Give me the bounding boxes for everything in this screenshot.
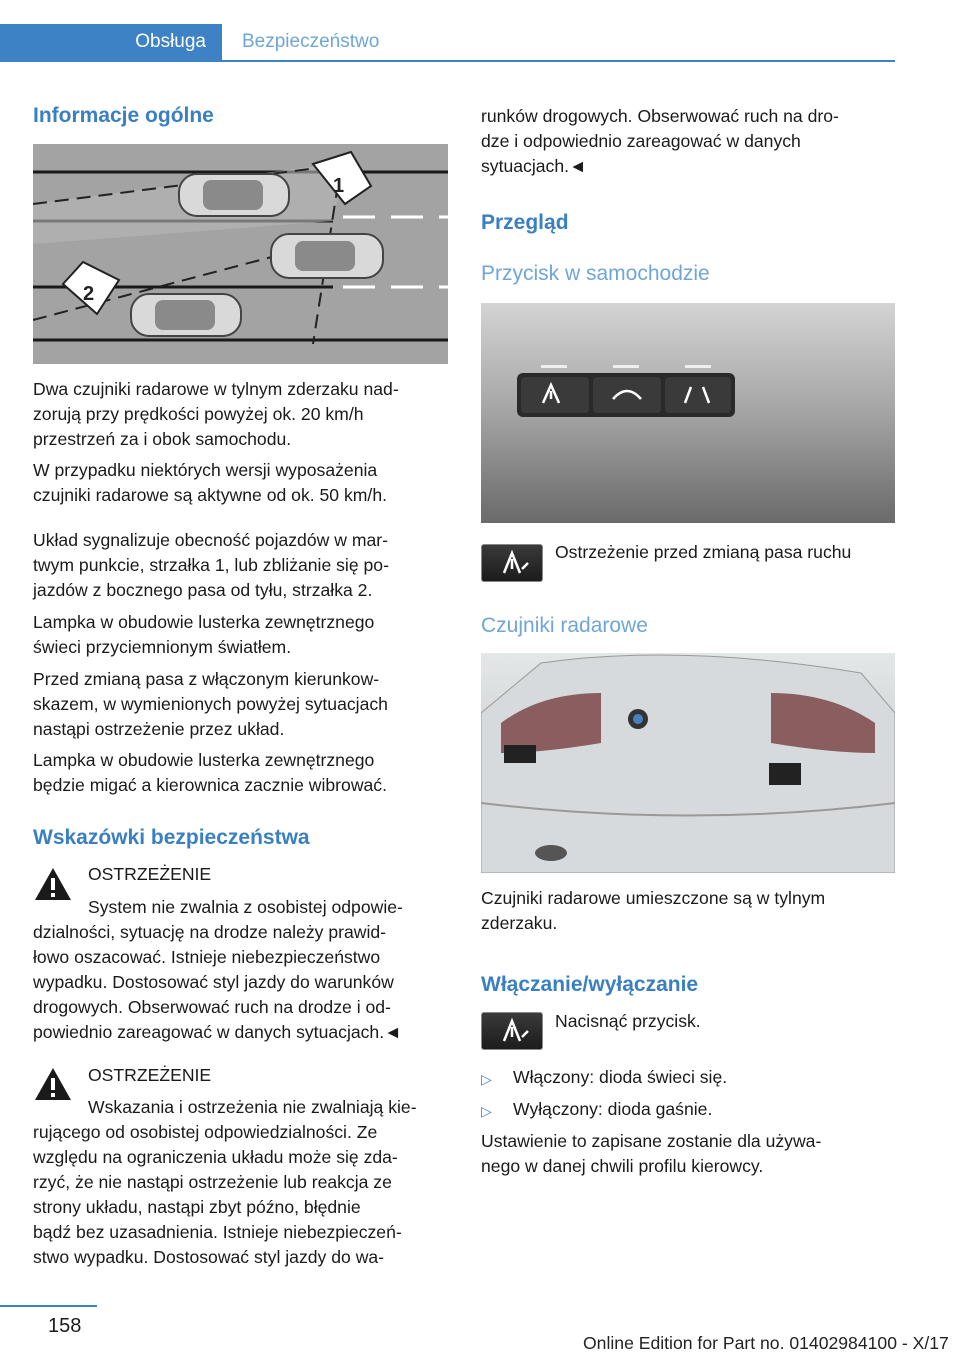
heading-button: Przycisk w samochodzie xyxy=(481,262,710,285)
text-line: nastąpi ostrzeżenie przez układ. xyxy=(33,719,285,739)
lane-change-warning-button-icon xyxy=(481,1012,543,1050)
heading-sensors: Czujniki radarowe xyxy=(481,614,648,637)
car-rear-svg xyxy=(481,653,895,873)
press-button-text: Nacisnąć przycisk. xyxy=(555,1011,701,1031)
sensors-caption xyxy=(481,886,825,936)
text-line: strony układu, nastąpi zbyt późno, błędnie xyxy=(33,1197,361,1217)
text-line: świeci przyciemnionym światłem. xyxy=(33,637,292,657)
button-caption: Ostrzeżenie przed zmianą pasa ruchu xyxy=(555,542,852,562)
blind-spot-diagram xyxy=(33,144,448,364)
page-number: 158 xyxy=(48,1315,82,1337)
text-line: Lampka w obudowie lusterka zewnętrznego xyxy=(33,750,375,770)
tab-label: Obsługa xyxy=(135,31,206,52)
diagram-svg xyxy=(33,144,448,364)
text-line: zorują przy prędkości powyżej ok. 20 km/h xyxy=(33,404,364,424)
final-text xyxy=(481,1129,821,1179)
warning-triangle-icon xyxy=(33,866,73,902)
tab-bezpieczenstwo[interactable] xyxy=(222,24,379,60)
text-line: runków drogowych. Obserwować ruch na dro‐ xyxy=(481,106,839,126)
lane-change-icon xyxy=(482,545,542,581)
text-line: zderzaku. xyxy=(481,913,558,933)
heading-onoff: Włączanie/wyłączanie xyxy=(481,973,699,996)
warning-1-title: OSTRZEŻENIE xyxy=(88,864,212,884)
para-5 xyxy=(33,667,388,742)
header-tabs xyxy=(0,24,379,60)
warning-1-body xyxy=(33,920,402,1045)
text-line: rującego od osobistej odpowiedzialności. Ze xyxy=(33,1122,378,1142)
car-3 xyxy=(131,294,241,336)
text-line: Lampka w obudowie lusterka zewnętrznego xyxy=(33,612,375,632)
text-line: bądź bez uzasadnienia. Istnieje niebezpieczeń‐ xyxy=(33,1222,402,1242)
warning-2-title: OSTRZEŻENIE xyxy=(88,1065,212,1085)
text-line: dze i odpowiednio zareagować w danych xyxy=(481,131,801,151)
tab-obsluga[interactable] xyxy=(0,24,222,60)
bullet-icon: ▷ xyxy=(481,1103,492,1119)
text-line: sytuacjach.◄ xyxy=(481,156,587,176)
bullet-item-on: Włączony: dioda świeci się. xyxy=(513,1067,728,1087)
text-line: skazem, w wymienionych powyżej sytuacjach xyxy=(33,694,388,714)
header-rule xyxy=(0,60,895,62)
arrow-2-label: 2 xyxy=(83,283,95,305)
text-line: łowo oszacować. Istnieje niebezpieczeństwo xyxy=(33,947,381,967)
text-line: Ustawienie to zapisane zostanie dla używa‐ xyxy=(481,1131,822,1151)
arrow-1-label: 1 xyxy=(333,175,345,197)
text-line: będzie migać a kierownica zacznie wibrować. xyxy=(33,775,387,795)
warning-2-line-0: Wskazania i ostrzeżenia nie zwalniają kie‐ xyxy=(88,1097,417,1117)
text-line: czujniki radarowe są aktywne od ok. 50 km/h. xyxy=(33,485,387,505)
para-4 xyxy=(33,610,374,660)
text-line: Przed zmianą pasa z włączonym kierunkow‐ xyxy=(33,669,380,689)
car-rear-photo xyxy=(481,653,895,873)
lane-change-warning-button-icon xyxy=(481,544,543,582)
para-1 xyxy=(33,377,399,452)
button-panel-photo xyxy=(481,303,895,523)
text-line: przestrzeń za i obok samochodu. xyxy=(33,429,292,449)
text-line: jazdów z bocznego pasa od tyłu, strzałka 2. xyxy=(33,580,373,600)
text-line: wypadku. Dostosować styl jazdy do warunków xyxy=(33,972,394,992)
text-line: Czujniki radarowe umieszczone są w tylnym xyxy=(481,888,826,908)
para-3 xyxy=(33,528,389,603)
text-line: W przypadku niektórych wersji wyposażenia xyxy=(33,460,378,480)
heading-overview: Przegląd xyxy=(481,211,569,234)
text-line: twym punkcie, strzałka 1, lub zbliżanie się po‐ xyxy=(33,555,389,575)
text-line: rzyć, że nie nastąpi ostrzeżenie lub reakcja ze xyxy=(33,1172,392,1192)
warning-triangle-icon xyxy=(33,1066,73,1102)
para-6 xyxy=(33,748,387,798)
text-line: powiednio zareagować w danych sytuacjach.◄ xyxy=(33,1022,402,1042)
text-line: Dwa czujniki radarowe w tylnym zderzaku nad‐ xyxy=(33,379,399,399)
text-line: dzialności, sytuację na drodze należy prawid‐ xyxy=(33,922,387,942)
tab-label: Bezpieczeństwo xyxy=(242,31,380,52)
footer-rule xyxy=(0,1305,97,1307)
text-line: względu na ograniczenia układu może się zda‐ xyxy=(33,1147,398,1167)
lane-change-icon xyxy=(482,1013,542,1049)
continued-text xyxy=(481,104,839,179)
edition-note: Online Edition for Part no. 01402984100 - X/17 xyxy=(583,1333,949,1353)
text-line: drogowych. Obserwować ruch na drodze i od‐ xyxy=(33,997,391,1017)
text-line: stwo wypadku. Dostosować styl jazdy do wa‐ xyxy=(33,1247,385,1267)
para-2 xyxy=(33,458,387,508)
text-line: Układ sygnalizuje obecność pojazdów w mar‐ xyxy=(33,530,388,550)
car-2 xyxy=(271,234,383,278)
warning-1-line-0: System nie zwalnia z osobistej odpowie‐ xyxy=(88,897,403,917)
car-1 xyxy=(179,174,289,216)
warning-2-body xyxy=(33,1120,402,1270)
bullet-item-off: Wyłączony: dioda gaśnie. xyxy=(513,1099,713,1119)
bullet-icon: ▷ xyxy=(481,1071,492,1087)
text-line: nego w danej chwili profilu kierowcy. xyxy=(481,1156,764,1176)
button-panel-svg xyxy=(481,303,895,523)
heading-general: Informacje ogólne xyxy=(33,104,214,127)
heading-safety: Wskazówki bezpieczeństwa xyxy=(33,826,310,849)
